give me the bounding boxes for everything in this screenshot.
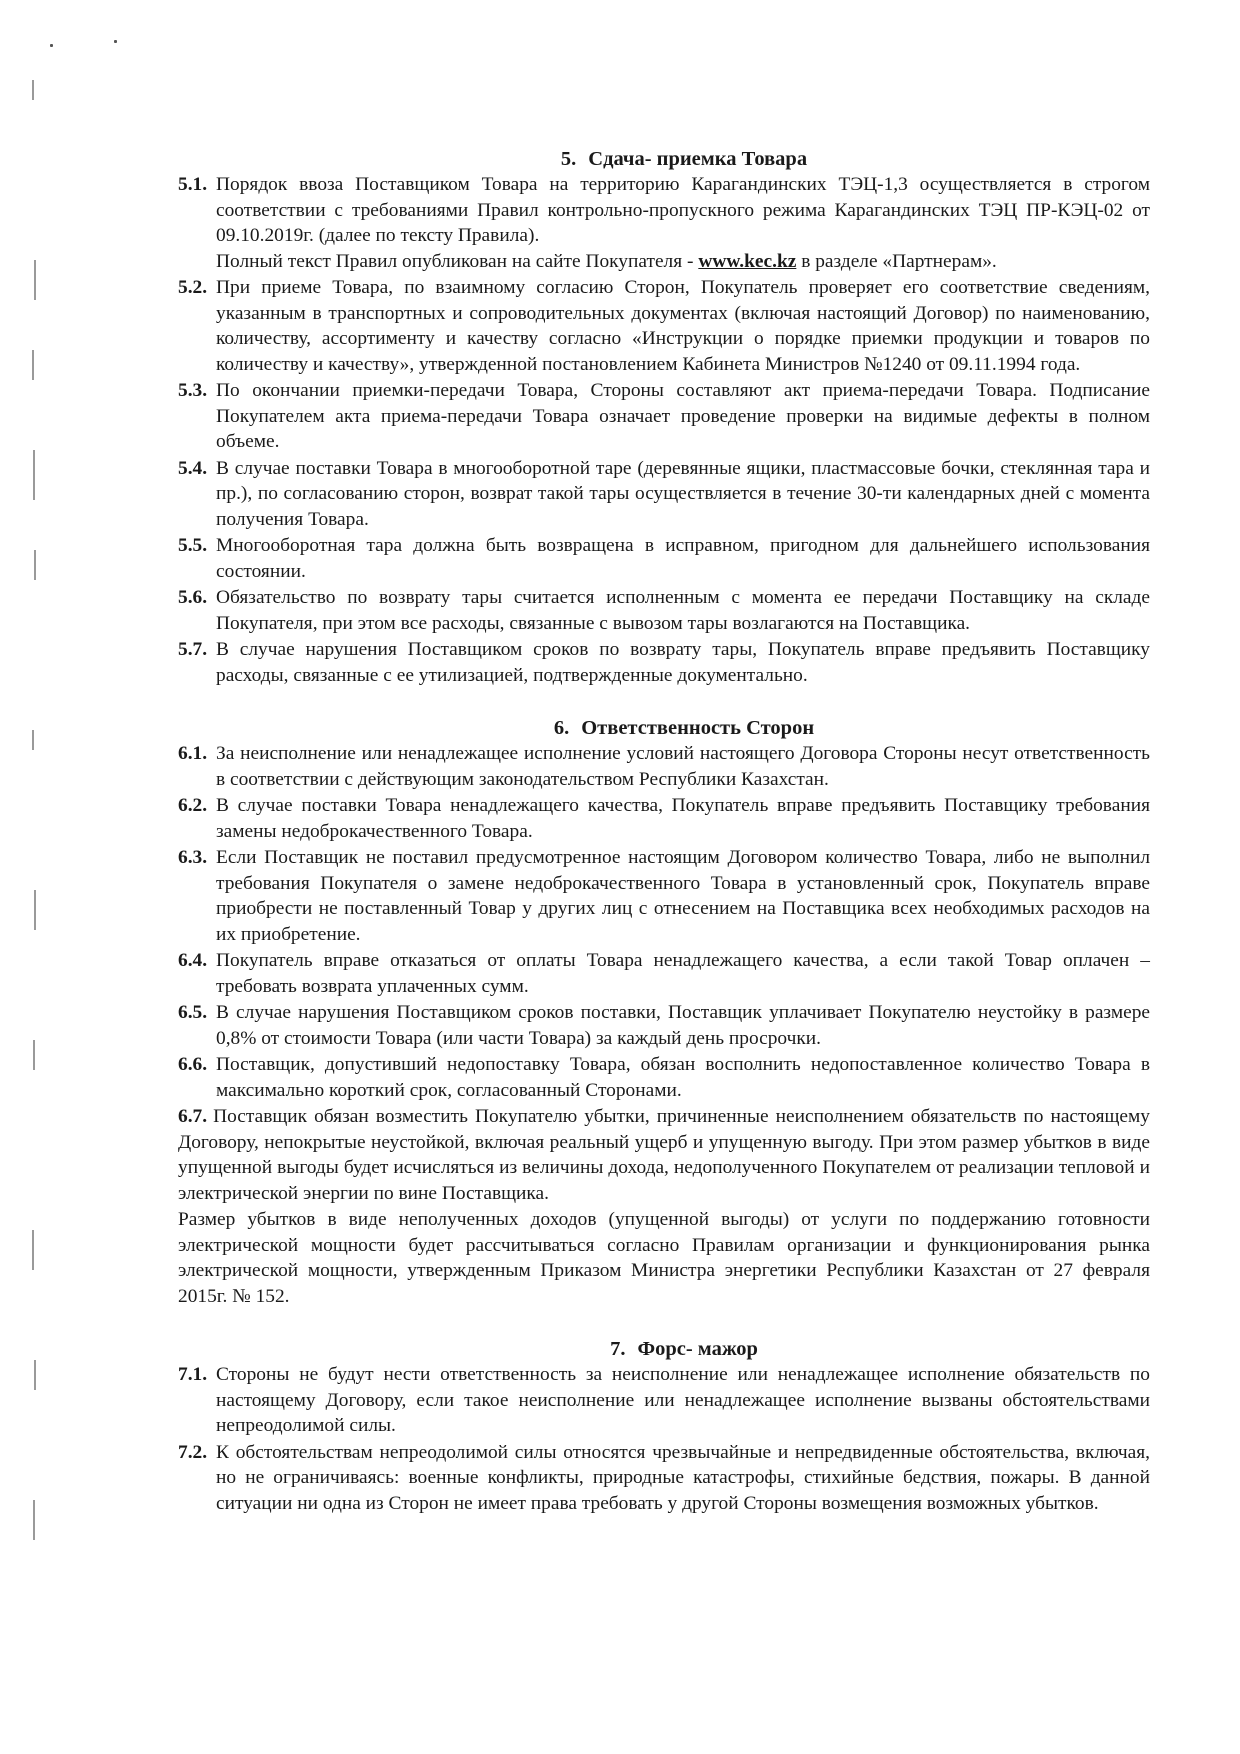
- section-5: [178, 146, 1150, 688]
- website-link[interactable]: www.kec.kz: [698, 250, 797, 272]
- clause-5-3: 5.3. По окончании приемки-передачи Товара, Стороны составляют акт приема-передачи Товара. Подписание Покупателем акта приема-передачи Товара означает проведение проверки на видимые дефекты в полном объеме.: [178, 380, 1150, 452]
- clause-5-6: 5.6. Обязательство по возврату тары считается исполненным с момента ее передачи Поставщику на складе Покупателя, при этом все расходы, связанные с вывозом тары возлагаются на Поставщика.: [178, 587, 1150, 634]
- clause-5-4: 5.4. В случае поставки Товара в многооборотной таре (деревянные ящики, пластмассовые бочки, стеклянная тара и пр.), по согласованию сторон, возврат такой тары осуществляется в течение 30-ти календарных дней с момента получения Товара.: [178, 457, 1150, 530]
- clause-6-3: 6.3. Если Поставщик не поставил предусмотренное настоящим Договором количество Товара, либо не выполнил требования Покупателя о замене недоброкачественного Товара в установленный срок, Покупатель вправе приобрести не поставленный Товар у других лиц с отнесением на Поставщика всех необходимых расходов на их приобретение.: [178, 847, 1150, 945]
- clause-5-1: 5.1. Порядок ввоза Поставщиком Товара на территорию Карагандинских ТЭЦ-1,3 осуществляется в строгом соответствии с требованиями Правил контрольно-пропускного режима Карагандинских ТЭЦ ПР-КЭЦ-02 от 09.10.2019г. (далее по тексту Правила). Полный текст Правил опубликован на сайте Покупателя - www.kec.kz в разделе «Партнерам».: [178, 174, 1150, 272]
- clause-6-5: 6.5. В случае нарушения Поставщиком сроков поставки, Поставщик уплачивает Покупателю неустойку в размере 0,8% от стоимости Товара (или части Товара) за каждый день просрочки.: [178, 1002, 1150, 1049]
- document-page: [178, 146, 1150, 1517]
- clause-6-6: 6.6. Поставщик, допустивший недопоставку Товара, обязан восполнить недопоставленное количество Товара в максимально короткий срок, согласованный Сторонами.: [178, 1054, 1150, 1101]
- section-title: 6. Ответственность Сторон: [553, 717, 815, 739]
- section-7: [178, 1336, 1150, 1516]
- clause-6-2: 6.2. В случае поставки Товара ненадлежащего качества, Покупатель вправе предъявить Поставщику требования замены недоброкачественного Товара.: [178, 795, 1150, 842]
- section-title: 7. Форс- мажор: [610, 1338, 758, 1360]
- clause-7-1: 7.1. Стороны не будут нести ответственность за неисполнение или ненадлежащее исполнение обязательств по настоящему Договору, если такое неисполнение или ненадлежащее исполнение вызваны обстоятельствами непреодолимой силы.: [178, 1364, 1150, 1436]
- clause-6-4: 6.4. Покупатель вправе отказаться от оплаты Товара ненадлежащего качества, а если такой Товар оплачен – требовать возврата уплаченных сумм.: [178, 950, 1150, 997]
- clause-6-7: 6.7. Поставщик обязан возместить Покупателю убытки, причиненные неисполнением обязательств по настоящему Договору, непокрытые неустойкой, включая реальный ущерб и упущенную выгоду. При этом размер убытков в виде упущенной выгоды будет исчисляться из величины дохода, недополученного Покупателем от реализации тепловой и электрической энергии по вине Поставщика.: [178, 1106, 1150, 1204]
- scan-margin-artifacts: [22, 30, 52, 1680]
- clause-5-7: 5.7. В случае нарушения Поставщиком сроков по возврату тары, Покупатель вправе предъявить Поставщику расходы, связанные с ее утилизацией, подтвержденные документально.: [178, 639, 1150, 686]
- section-title: 5. Сдача- приемка Товара: [560, 148, 808, 170]
- clause-6-1: 6.1. За неисполнение или ненадлежащее исполнение условий настоящего Договора Стороны несут ответственность в соответствии с действующим законодательством Республики Казахстан.: [178, 743, 1150, 790]
- section-6: [178, 715, 1150, 1309]
- clause-5-5: 5.5. Многооборотная тара должна быть возвращена в исправном, пригодном для дальнейшего использования состоянии.: [178, 535, 1150, 582]
- clause-7-2: 7.2. К обстоятельствам непреодолимой силы относятся чрезвычайные и непредвиденные обстоятельства, включая, но не ограничиваясь: военные конфликты, природные катастрофы, стихийные бедствия, пожары. В данной ситуации ни одна из Сторон не имеет права требовать у другой Стороны возмещения возможных убытков.: [178, 1441, 1150, 1514]
- clause-5-2: 5.2. При приеме Товара, по взаимному согласию Сторон, Покупатель проверяет его соответствие сведениям, указанным в транспортных и сопроводительных документах (включая настоящий Договор) по наименованию, количеству, ассортименту и качеству согласно «Инструкции о порядке приемки продукции и товаров по количеству и качеству», утвержденной постановлением Кабинета Министров №1240 от 09.11.1994 года.: [178, 277, 1150, 375]
- losses-paragraph: Размер убытков в виде неполученных доходов (упущенной выгоды) от услуги по поддержанию готовности электрической мощности будет рассчитываться согласно Правилам организации и функционирования рынка электрической мощности, утвержденным Приказом Министра энергетики Республики Казахстан от 27 февраля 2015г. № 152.: [178, 1209, 1150, 1307]
